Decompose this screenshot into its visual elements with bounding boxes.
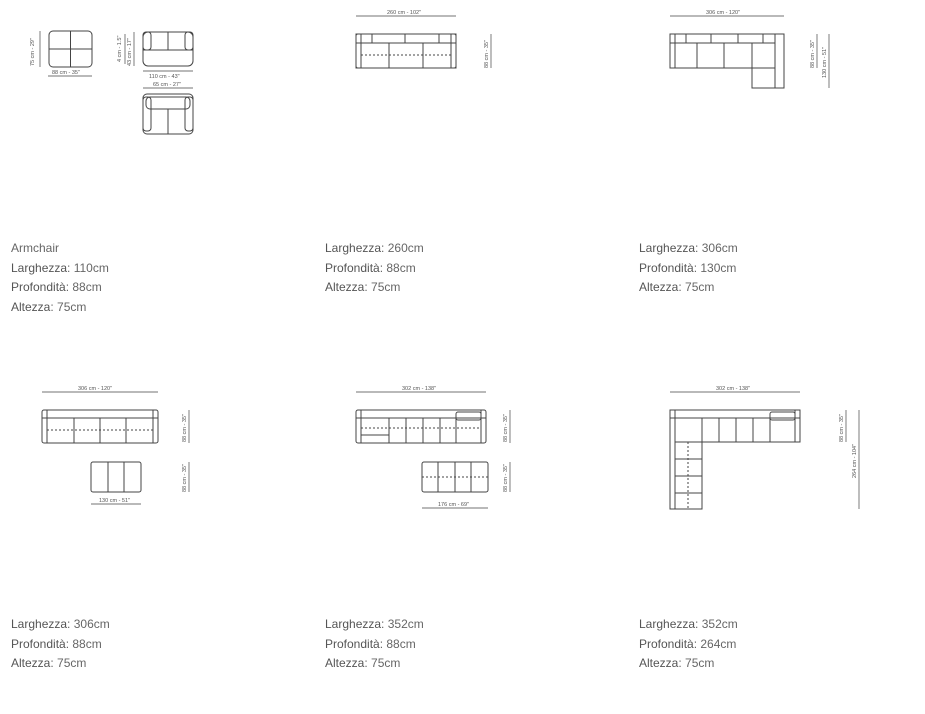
spec-depth: Profondità: 88cm	[325, 260, 416, 275]
spec-depth: Profondità: 88cm	[11, 636, 102, 651]
dim-ottoman-width: 130 cm - 51"	[99, 498, 130, 504]
spec-value: 75cm	[57, 299, 87, 314]
spec-label: Larghezza	[639, 241, 696, 255]
sofa-306-ottoman-drawing	[36, 380, 201, 510]
spec-height: Altezza: 75cm	[325, 280, 401, 294]
armchair-specs	[11, 239, 109, 317]
sofa-306-corner-drawing	[664, 6, 844, 91]
spec-height: Altezza: 75cm	[325, 656, 401, 670]
spec-label: Profondità	[11, 280, 66, 294]
dim-width: 110 cm - 43"	[149, 74, 180, 80]
spec-width: Larghezza: 352cm	[639, 617, 738, 631]
spec-value: 88cm	[72, 636, 102, 651]
spec-height: Altezza: 75cm	[11, 656, 87, 670]
spec-depth: Profondità: 88cm	[325, 636, 416, 651]
dim-total-depth: 264 cm - 104"	[852, 443, 858, 478]
spec-label: Profondità	[639, 636, 694, 651]
spec-width: Larghezza: 110cm	[11, 260, 109, 275]
spec-depth: Profondità: 264cm	[639, 636, 737, 651]
dim-width: 302 cm - 138"	[402, 386, 437, 392]
spec-label: Larghezza	[11, 260, 68, 275]
spec-value: 88cm	[386, 260, 416, 275]
dim-seat-height: 43 cm - 17"	[127, 38, 133, 66]
dim-depth: 88 cm - 35"	[182, 414, 188, 442]
spec-label: Larghezza	[11, 617, 68, 631]
spec-width: Larghezza: 306cm	[639, 241, 738, 255]
sofa-260-drawing	[350, 6, 500, 76]
sofa-260-specs	[325, 239, 424, 298]
dim-ottoman-depth: 88 cm - 35"	[503, 464, 509, 492]
spec-value: 130cm	[700, 260, 737, 275]
dim-depth: 88 cm - 35"	[503, 414, 509, 442]
spec-label: Larghezza	[639, 617, 696, 631]
spec-label: Larghezza	[325, 241, 382, 255]
spec-label: Altezza	[325, 656, 365, 670]
dim-small-depth: 4 cm - 1.5"	[117, 35, 123, 62]
dim-seat-width: 88 cm - 35"	[52, 70, 80, 76]
sofa-306-ottoman-specs	[11, 615, 110, 674]
dim-depth: 88 cm - 35"	[484, 40, 490, 68]
spec-value: 75cm	[685, 280, 715, 294]
dim-depth: 65 cm - 27"	[153, 82, 181, 88]
spec-height: Altezza: 75cm	[639, 280, 715, 294]
spec-label: Profondità	[325, 260, 380, 275]
dim-width: 306 cm - 120"	[706, 10, 741, 16]
sofa-352-l-drawing	[664, 380, 869, 515]
spec-label: Altezza	[639, 656, 679, 670]
spec-value: 75cm	[57, 656, 87, 670]
spec-height: Altezza: 75cm	[639, 656, 715, 670]
sofa-352-ottoman-drawing	[350, 380, 520, 515]
spec-label: Profondità	[11, 636, 66, 651]
spec-value: 75cm	[685, 656, 715, 670]
dim-height: 75 cm - 29"	[30, 38, 36, 66]
spec-value: 75cm	[371, 280, 401, 294]
spec-value: 260cm	[387, 241, 424, 255]
spec-value: 264cm	[700, 636, 737, 651]
dim-width: 302 cm - 138"	[716, 386, 751, 392]
spec-label: Profondità	[639, 260, 694, 275]
spec-label: Altezza	[325, 280, 365, 294]
dim-ottoman-width: 176 cm - 69"	[438, 502, 469, 508]
spec-height: Altezza: 75cm	[11, 299, 87, 314]
spec-width: Larghezza: 260cm	[325, 241, 424, 255]
spec-label: Altezza	[639, 280, 679, 294]
dim-width: 306 cm - 120"	[78, 386, 113, 392]
spec-value: 88cm	[72, 280, 102, 294]
spec-value: 75cm	[371, 656, 401, 670]
spec-value: 352cm	[387, 617, 424, 631]
sofa-352-ottoman-specs	[325, 615, 424, 674]
spec-value: 352cm	[701, 617, 738, 631]
spec-label: Larghezza	[325, 617, 382, 631]
dim-ottoman-depth: 88 cm - 35"	[182, 464, 188, 492]
spec-label: Altezza	[11, 656, 51, 670]
spec-width: Larghezza: 306cm	[11, 617, 110, 631]
dim-depth: 88 cm - 35"	[810, 40, 816, 68]
dim-total-depth: 130 cm - 51"	[822, 47, 828, 78]
spec-value: 306cm	[701, 241, 738, 255]
spec-depth: Profondità: 88cm	[11, 280, 102, 294]
spec-label: Profondità	[325, 636, 380, 651]
dim-width: 260 cm - 102"	[387, 10, 422, 16]
sofa-306-corner-specs	[639, 239, 738, 298]
dim-depth: 88 cm - 35"	[839, 414, 845, 442]
spec-width: Larghezza: 352cm	[325, 617, 424, 631]
sofa-352-l-specs	[639, 615, 738, 674]
product-name: Armchair	[11, 241, 60, 255]
spec-value: 306cm	[73, 617, 110, 631]
spec-label: Altezza	[11, 299, 51, 314]
spec-depth: Profondità: 130cm	[639, 260, 737, 275]
spec-value: 110cm	[73, 260, 109, 275]
armchair-drawing	[22, 24, 212, 139]
spec-value: 88cm	[386, 636, 416, 651]
